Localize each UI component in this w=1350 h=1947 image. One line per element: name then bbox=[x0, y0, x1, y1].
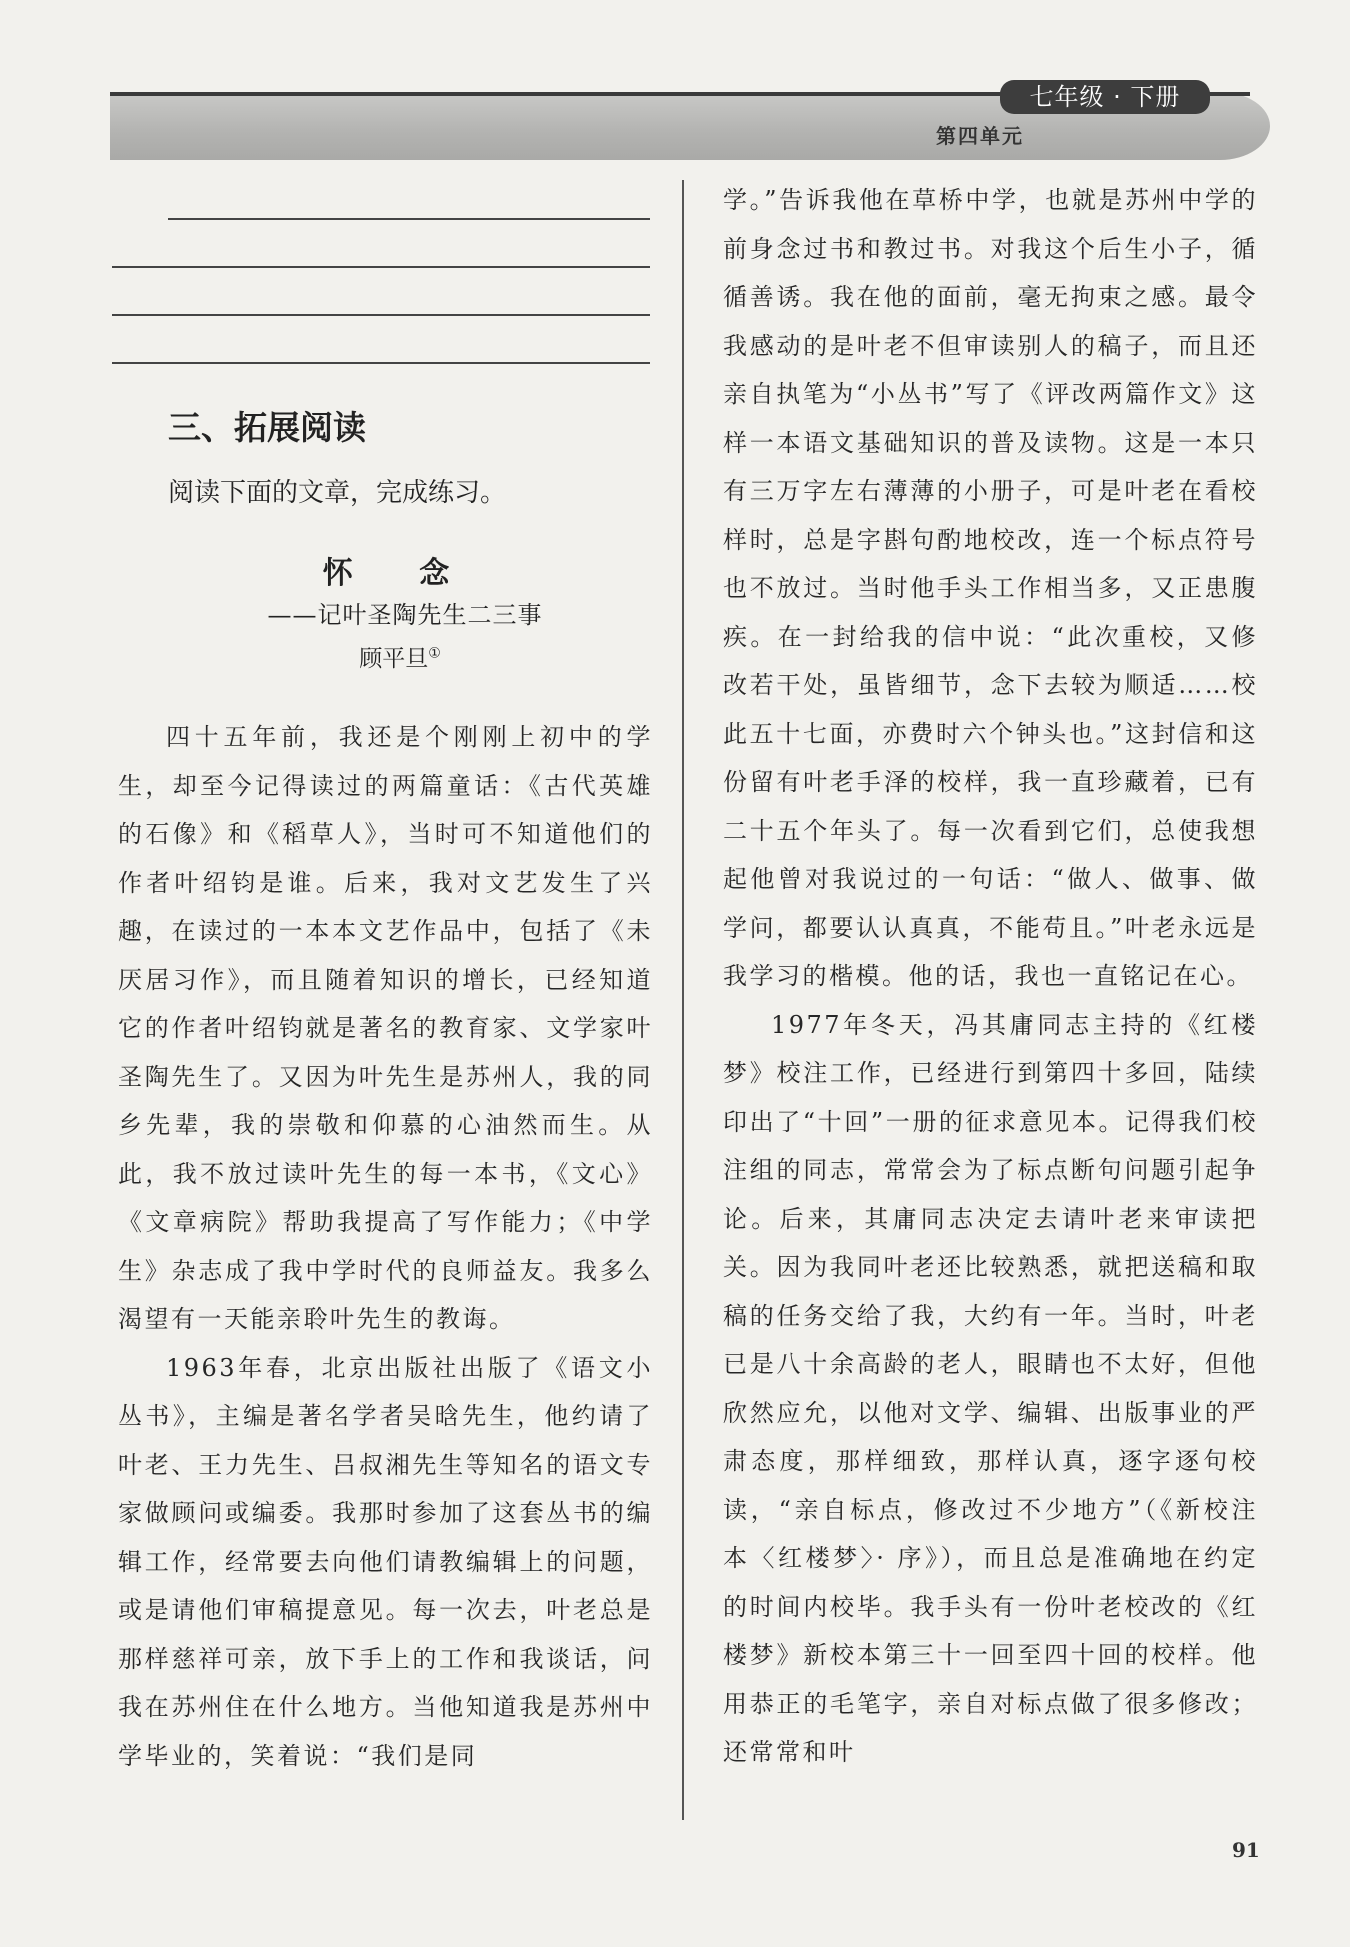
paragraph: 1963年春，北京出版社出版了《语文小丛书》，主编是著名学者吴晗先生，他约请了叶老、王力先生、吕叔湘先生等知名的语文专家做顾问或编委。我那时参加了这套丛书的编辑工作，经常要去向他们请教编辑上的问题，或是请他们审稿提意见。每一次去，叶老总是那样慈祥可亲，放下手上的工作和我谈话，问我在苏州住在什么地方。当他知道我是苏州中学毕业的，笑着说：“我们是同 bbox=[118, 1353, 653, 1770]
section-title: 三、拓展阅读 bbox=[168, 408, 366, 447]
article-author bbox=[300, 640, 500, 673]
answer-line bbox=[112, 314, 650, 316]
answer-line bbox=[112, 362, 650, 364]
answer-line bbox=[112, 266, 650, 268]
paragraph: 四十五年前，我还是个刚刚上初中的学生，却至今记得读过的两篇童话：《古代英雄的石像》和《稻草人》，当时可不知道他们的作者叶绍钧是谁。后来，我对文艺发生了兴趣，在读过的一本本文艺作品中，包括了《未厌居习作》，而且随着知识的增长，已经知道它的作者叶绍钧就是著名的教育家、文学家叶圣陶先生了。又因为叶先生是苏州人，我的同乡先辈，我的崇敬和仰慕的心油然而生。从此，我不放过读叶先生的每一本书，《文心》《文章病院》帮助我提高了写作能力；《中学生》杂志成了我中学时代的良师益友。我多么渴望有一天能亲聆叶先生的教诲。 bbox=[118, 723, 653, 1333]
article-subtitle: ——记叶圣陶先生二三事 bbox=[267, 601, 543, 629]
footnote-marker[interactable]: ① bbox=[428, 645, 441, 662]
paragraph: 学。”告诉我他在草桥中学，也就是苏州中学的前身念过书和教过书。对我这个后生小子，循循善诱。我在他的面前，毫无拘束之感。最令我感动的是叶老不但审读别人的稿子，而且还亲自执笔为“小丛书”写了《评改两篇作文》这样一本语文基础知识的普及读物。这是一本只有三万字左右薄薄的小册子，可是叶老在看校样时，总是字斟句酌地校改，连一个标点符号也不放过。当时他手头工作相当多，又正患腹疾。在一封给我的信中说：“此次重校，又修改若干处，虽皆细节，念下去较为顺适……校此五十七面，亦费时六个钟头也。”这封信和这份留有叶老手泽的校样，我一直珍藏着，已有二十五个年头了。每一次看到它们，总使我想起他曾对我说过的一句话：“做人、做事、做学问，都要认认真真，不能苟且。”叶老永远是我学习的楷模。他的话，我也一直铭记在心。 bbox=[723, 186, 1258, 990]
page-number: 91 bbox=[1232, 1838, 1260, 1862]
column-divider bbox=[682, 180, 684, 1820]
paragraph: 1977年冬天，冯其庸同志主持的《红楼梦》校注工作，已经进行到第四十多回，陆续印出了“十回”一册的征求意见本。记得我们校注组的同志，常常会为了标点断句问题引起争论。后来，其庸同志决定去请叶老来审读把关。因为我同叶老还比较熟悉，就把送稿和取稿的任务交给了我，大约有一年。当时，叶老已是八十余高龄的老人，眼睛也不太好，但他欣然应允，以他对文学、编辑、出版事业的严肃态度，那样细致，那样认真，逐字逐句校读，“亲自标点，修改过不少地方”（《新校注本〈红楼梦〉· 序》），而且总是准确地在约定的时间内校毕。我手头有一份叶老校改的《红楼梦》新校本第三十一回至四十回的校样。他用恭正的毛笔字，亲自对标点做了很多修改；还常常和叶 bbox=[723, 1010, 1258, 1766]
right-column bbox=[723, 176, 1258, 1777]
article-title: 怀 念 bbox=[322, 556, 478, 591]
unit-label: 第四单元 bbox=[936, 124, 1024, 148]
left-column bbox=[118, 713, 653, 1780]
answer-line bbox=[168, 218, 650, 220]
grade-label: 七年级 · 下册 bbox=[1000, 80, 1210, 114]
instruction-text: 阅读下面的文章，完成练习。 bbox=[168, 478, 507, 508]
author-name: 顾平旦 bbox=[359, 646, 429, 672]
